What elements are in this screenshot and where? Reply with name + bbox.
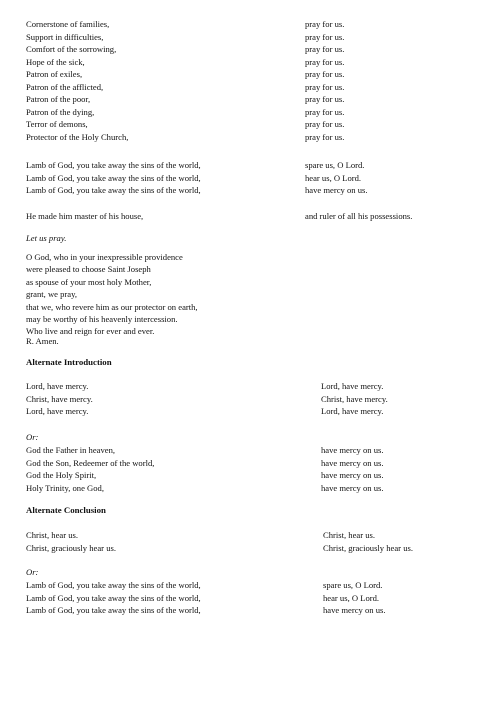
response: have mercy on us.	[321, 482, 384, 493]
invocation: God the Father in heaven,	[26, 445, 116, 455]
response: have mercy on us.	[305, 185, 368, 195]
invocation: Patron of the poor,	[26, 94, 91, 104]
response: pray for us.	[305, 69, 345, 79]
invocation: Cornerstone of families,	[26, 19, 110, 29]
invocation: Patron of exiles,	[26, 69, 83, 79]
invocation: Hope of the sick,	[26, 56, 85, 67]
response: pray for us.	[305, 94, 345, 104]
invocation: God the Holy Spirit,	[26, 470, 97, 480]
invocation: Lord, have mercy.	[26, 381, 89, 391]
invocation: Lamb of God, you take away the sins of the world,	[26, 580, 201, 590]
prayer-line: may be worthy of his heavenly intercession.	[26, 314, 178, 324]
versicle: He made him master of his house,	[26, 211, 144, 221]
invocation: Lord, have mercy.	[26, 406, 89, 416]
invocation: Christ, graciously hear us.	[26, 542, 116, 553]
invocation: Lamb of God, you take away the sins of the world,	[26, 185, 201, 195]
response: hear us, O Lord.	[323, 592, 380, 603]
versicle-response: and ruler of all his possessions.	[305, 211, 413, 221]
prayer-line: grant, we pray,	[26, 289, 77, 300]
response: pray for us.	[305, 119, 345, 129]
amen: R. Amen.	[26, 336, 59, 346]
response: have mercy on us.	[321, 470, 384, 480]
response: Christ, graciously hear us.	[323, 542, 413, 553]
or-label: Or:	[26, 567, 39, 577]
prayer-line: Who live and reign for ever and ever.	[26, 326, 155, 337]
invocation: God the Son, Redeemer of the world,	[26, 457, 155, 468]
response: pray for us.	[305, 56, 345, 67]
invocation: Terror of demons,	[26, 119, 88, 129]
invocation: Christ, have mercy.	[26, 393, 93, 404]
response: pray for us.	[305, 19, 345, 29]
response: have mercy on us.	[321, 445, 384, 455]
prayer-line: as spouse of your most holy Mother,	[26, 276, 152, 287]
response: spare us, O Lord.	[323, 580, 383, 590]
invocation: Patron of the afflicted,	[26, 81, 104, 92]
invocation: Lamb of God, you take away the sins of the world,	[26, 160, 201, 170]
invocation: Lamb of God, you take away the sins of the world,	[26, 592, 201, 603]
invocation: Christ, hear us.	[26, 530, 79, 540]
alternate-conclusion-heading: Alternate Conclusion	[26, 505, 106, 515]
invocation: Lamb of God, you take away the sins of the world,	[26, 172, 201, 183]
invocation: Lamb of God, you take away the sins of the world,	[26, 605, 201, 615]
response: pray for us.	[305, 31, 345, 42]
invocation: Support in difficulties,	[26, 31, 104, 42]
response: have mercy on us.	[321, 457, 384, 468]
response: Lord, have mercy.	[321, 381, 384, 391]
prayer-line: O God, who in your inexpressible providence	[26, 252, 183, 262]
response: hear us, O Lord.	[305, 172, 362, 183]
response: Christ, hear us.	[323, 530, 376, 540]
response: pray for us.	[305, 44, 345, 54]
response: have mercy on us.	[323, 605, 386, 615]
prayer-line: were pleased to choose Saint Joseph	[26, 264, 151, 275]
response: Lord, have mercy.	[321, 406, 384, 416]
invocation: Holy Trinity, one God,	[26, 482, 104, 493]
response: pray for us.	[305, 81, 345, 92]
alternate-introduction-heading: Alternate Introduction	[26, 357, 112, 367]
let-us-pray: Let us pray.	[26, 233, 67, 243]
invocation: Patron of the dying,	[26, 106, 95, 117]
invocation: Comfort of the sorrowing,	[26, 44, 117, 54]
or-label: Or:	[26, 432, 39, 442]
response: Christ, have mercy.	[321, 393, 388, 404]
invocation: Protector of the Holy Church,	[26, 131, 129, 142]
response: spare us, O Lord.	[305, 160, 365, 170]
prayer-line: that we, who revere him as our protector on earth,	[26, 301, 198, 312]
response: pray for us.	[305, 106, 345, 117]
response: pray for us.	[305, 131, 345, 142]
